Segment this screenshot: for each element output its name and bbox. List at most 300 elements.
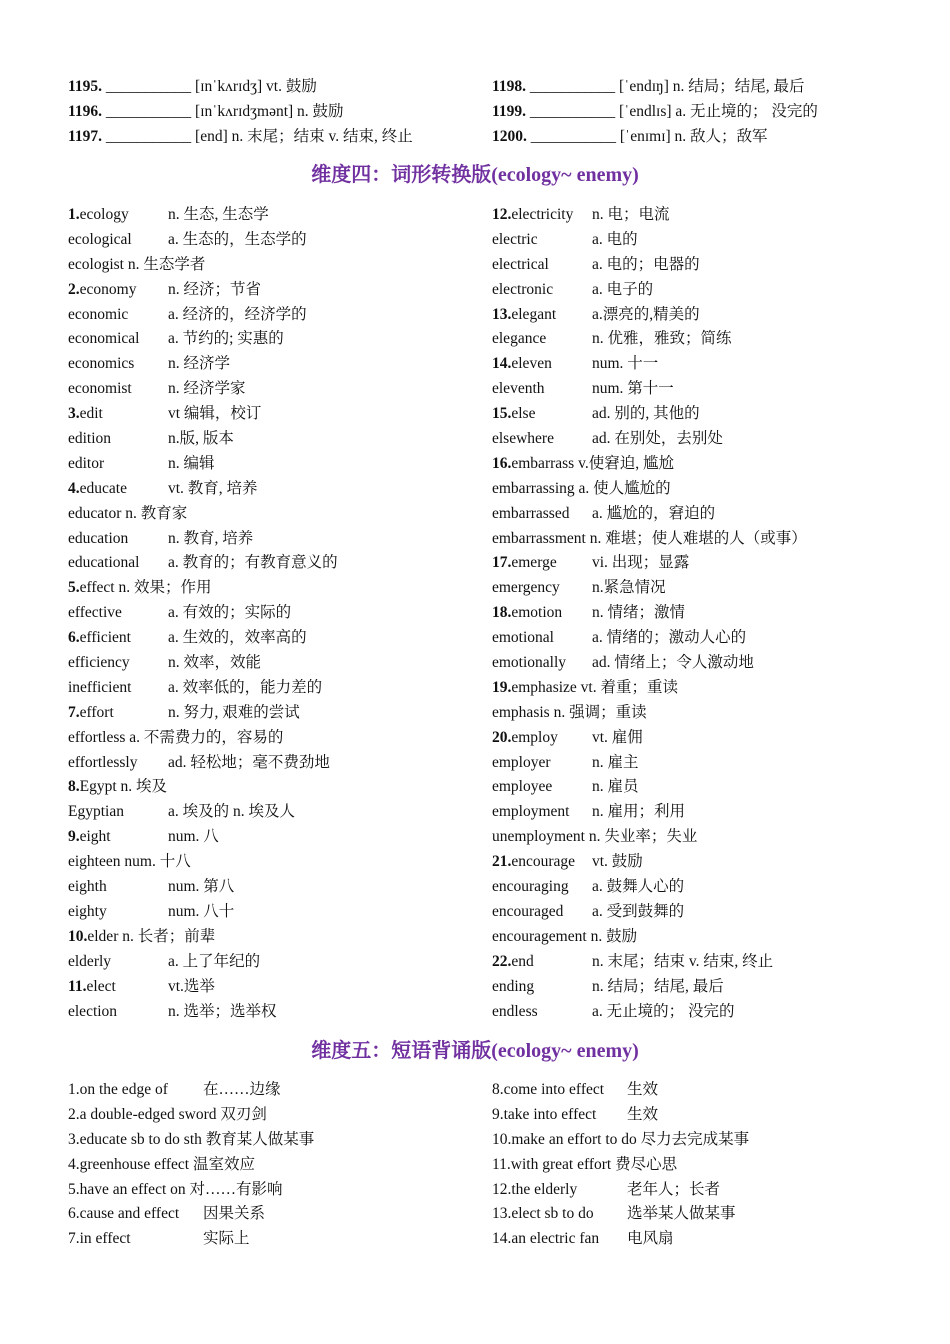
phrase: 11.with great effort bbox=[492, 1155, 612, 1173]
phrase-row bbox=[68, 1103, 492, 1128]
word-form-row bbox=[68, 676, 492, 701]
word-definition: a.漂亮的,精美的 bbox=[592, 305, 700, 323]
word: educator bbox=[68, 504, 122, 522]
word-form-row bbox=[492, 751, 916, 776]
word-cell bbox=[492, 327, 592, 352]
word-cell bbox=[492, 253, 592, 278]
word-cell bbox=[492, 452, 574, 477]
word-cell bbox=[492, 825, 585, 850]
word-form-row bbox=[68, 601, 492, 626]
word-cell bbox=[492, 527, 586, 552]
word-definition: n. 长者；前辈 bbox=[122, 927, 216, 945]
group-number: 5. bbox=[68, 579, 80, 597]
word-form-list bbox=[68, 203, 928, 1024]
phrase-meaning: 实际上 bbox=[203, 1230, 250, 1248]
word-form-row bbox=[68, 1000, 492, 1025]
word-form-row bbox=[492, 203, 916, 228]
phrase-row bbox=[68, 1128, 492, 1153]
word-cell bbox=[68, 551, 168, 576]
word-form-row bbox=[492, 352, 916, 377]
word-form-row bbox=[492, 975, 916, 1000]
phrase: 2.a double-edged sword bbox=[68, 1105, 217, 1123]
word: economic bbox=[68, 305, 129, 323]
phrase-row bbox=[492, 1078, 916, 1103]
word-cell bbox=[68, 726, 125, 751]
word-form-row bbox=[492, 775, 916, 800]
word-cell bbox=[492, 875, 592, 900]
answer-blank: ___________ bbox=[105, 102, 192, 120]
word-definition: n. 末尾；结束 v. 结束, 终止 bbox=[592, 952, 774, 970]
group-number: 9. bbox=[68, 828, 80, 846]
word: economics bbox=[68, 355, 135, 373]
word-form-row bbox=[492, 800, 916, 825]
word-cell bbox=[68, 327, 168, 352]
word-definition: n. 效率，效能 bbox=[168, 654, 262, 672]
group-number: 15. bbox=[492, 405, 512, 423]
phrase-row bbox=[68, 1153, 492, 1178]
word-cell bbox=[68, 701, 168, 726]
word-definition: ad. 轻松地；毫不费劲地 bbox=[168, 753, 330, 771]
phrase-meaning: 教育某人做某事 bbox=[205, 1130, 315, 1148]
phrase-row bbox=[492, 1128, 916, 1153]
group-number: 7. bbox=[68, 703, 80, 721]
word-form-row bbox=[68, 452, 492, 477]
word-definition: n. 结局；结尾, 最后 bbox=[592, 977, 724, 995]
word: ecologist bbox=[68, 255, 124, 273]
word-cell bbox=[492, 676, 577, 701]
blank-item bbox=[68, 100, 492, 125]
word-form-row bbox=[492, 327, 916, 352]
word-definition: a. 生效的，效率高的 bbox=[168, 629, 307, 647]
blank-item bbox=[68, 125, 492, 150]
word-cell bbox=[68, 228, 168, 253]
word: inefficient bbox=[68, 678, 132, 696]
word-cell bbox=[492, 502, 592, 527]
word-cell bbox=[492, 576, 592, 601]
group-number: 13. bbox=[492, 305, 512, 323]
item-definition: [ˈendɪŋ] n. 结局；结尾, 最后 bbox=[615, 78, 805, 95]
word: electrical bbox=[492, 255, 549, 273]
word-form-row bbox=[492, 1000, 916, 1025]
word-cell bbox=[68, 278, 168, 303]
group-number: 21. bbox=[492, 853, 512, 871]
word-form-row bbox=[68, 253, 492, 278]
phrase: 7.in effect bbox=[68, 1230, 131, 1248]
group-number: 16. bbox=[492, 454, 512, 472]
word: Egyptian bbox=[68, 803, 124, 821]
word-form-list-right bbox=[492, 203, 916, 1024]
answer-blank: ___________ bbox=[530, 127, 616, 145]
word: efficiency bbox=[68, 654, 130, 672]
item-number: 1195. bbox=[68, 78, 103, 95]
word-definition: a. 有效的；实际的 bbox=[168, 604, 292, 622]
word: eighty bbox=[68, 902, 107, 920]
word-form-row bbox=[68, 800, 492, 825]
word-form-row bbox=[492, 253, 916, 278]
word: effortlessly bbox=[68, 753, 138, 771]
word-cell bbox=[68, 626, 168, 651]
word-definition: a. 受到鼓舞的 bbox=[592, 902, 685, 920]
phrase-row bbox=[68, 1202, 492, 1227]
word-form-row bbox=[68, 327, 492, 352]
word-cell bbox=[492, 203, 592, 228]
word-cell bbox=[492, 352, 592, 377]
word-definition: a. 情绪的；激动人心的 bbox=[592, 629, 747, 647]
word-form-row bbox=[68, 626, 492, 651]
word-form-row bbox=[492, 427, 916, 452]
word-definition: a. 教育的；有教育意义的 bbox=[168, 554, 338, 572]
word: elegance bbox=[492, 330, 547, 348]
word-cell bbox=[492, 775, 592, 800]
word-cell bbox=[68, 601, 168, 626]
group-number: 18. bbox=[492, 604, 512, 622]
phrase-meaning: 生效 bbox=[627, 1105, 659, 1123]
word-cell bbox=[68, 950, 168, 975]
word-form-row bbox=[68, 850, 492, 875]
word-cell bbox=[492, 477, 575, 502]
word: encouraging bbox=[492, 878, 569, 896]
word-definition: vi. 出现；显露 bbox=[592, 554, 690, 572]
word-definition: a. 尴尬的，窘迫的 bbox=[592, 504, 716, 522]
word-form-row bbox=[492, 576, 916, 601]
phrase-row bbox=[68, 1078, 492, 1103]
word-cell bbox=[68, 825, 168, 850]
word-cell bbox=[492, 626, 592, 651]
phrase-list bbox=[68, 1078, 928, 1252]
word-definition: n. 鼓励 bbox=[590, 927, 638, 945]
phrase: 4.greenhouse effect bbox=[68, 1155, 190, 1173]
word-cell bbox=[68, 850, 121, 875]
word-definition: n. 雇员 bbox=[592, 778, 639, 796]
word-cell bbox=[68, 975, 168, 1000]
word-form-row bbox=[492, 825, 916, 850]
item-number: 1197. bbox=[68, 127, 103, 145]
word: efficient bbox=[79, 629, 131, 647]
word-cell bbox=[68, 452, 168, 477]
word-definition: a. 电子的 bbox=[592, 280, 654, 298]
word: elsewhere bbox=[492, 430, 554, 448]
word: Egypt bbox=[79, 778, 117, 796]
word: embarrass bbox=[511, 454, 575, 472]
word: effort bbox=[79, 703, 114, 721]
word-form-row bbox=[492, 726, 916, 751]
word: economy bbox=[79, 280, 137, 298]
word: emotionally bbox=[492, 654, 567, 672]
word-form-row bbox=[68, 228, 492, 253]
word-definition: n. 埃及 bbox=[120, 778, 168, 796]
word-definition: n. 强调；重读 bbox=[553, 703, 647, 721]
word-cell bbox=[492, 377, 592, 402]
item-number: 1196. bbox=[68, 102, 103, 120]
word-form-row bbox=[492, 626, 916, 651]
word-definition: n. 努力, 艰难的尝试 bbox=[168, 703, 300, 721]
word-definition: vt 编辑，校订 bbox=[168, 405, 262, 423]
item-definition: [ˈendlɪs] a. 无止境的； 没完的 bbox=[615, 102, 818, 120]
word-definition: a. 电的；电器的 bbox=[592, 255, 700, 273]
word-definition: vt. 鼓励 bbox=[592, 853, 643, 871]
word: employee bbox=[492, 778, 553, 796]
word-cell bbox=[68, 477, 168, 502]
phrase-row bbox=[492, 1103, 916, 1128]
phrase-meaning: 因果关系 bbox=[203, 1205, 266, 1223]
word: end bbox=[511, 952, 534, 970]
item-definition: [ɪnˈkʌrɪdʒmənt] n. 鼓励 bbox=[191, 102, 344, 120]
group-number: 11. bbox=[68, 977, 87, 995]
phrase-meaning: 对……有影响 bbox=[189, 1180, 283, 1198]
word-form-row bbox=[68, 701, 492, 726]
word: emotional bbox=[492, 629, 554, 647]
word-cell bbox=[492, 726, 592, 751]
word-form-row bbox=[68, 950, 492, 975]
word-form-row bbox=[492, 925, 916, 950]
word-form-row bbox=[492, 228, 916, 253]
word-definition: a. 生态的，生态学的 bbox=[168, 230, 307, 248]
phrase-list-right bbox=[492, 1078, 916, 1252]
word: emergency bbox=[492, 579, 560, 597]
phrase: 14.an electric fan bbox=[492, 1230, 600, 1248]
word-definition: n. 失业率；失业 bbox=[588, 828, 698, 846]
word: eighteen bbox=[68, 853, 121, 871]
word-definition: a. 无止境的； 没完的 bbox=[592, 1002, 735, 1020]
word-definition: n.版, 版本 bbox=[168, 430, 234, 448]
phrase: 8.come into effect bbox=[492, 1081, 605, 1098]
item-number: 1199. bbox=[492, 102, 527, 120]
phrase: 5.have an effect on bbox=[68, 1180, 186, 1198]
word-form-row bbox=[68, 576, 492, 601]
word-form-row bbox=[68, 900, 492, 925]
word: embarrassing bbox=[492, 479, 575, 497]
word: encouraged bbox=[492, 902, 564, 920]
word: edit bbox=[79, 405, 103, 423]
word: employer bbox=[492, 753, 551, 771]
word-cell bbox=[492, 751, 592, 776]
word-form-list-left bbox=[68, 203, 492, 1024]
word-cell bbox=[492, 651, 592, 676]
word-form-row bbox=[68, 303, 492, 328]
word-form-row bbox=[492, 651, 916, 676]
word-cell bbox=[492, 900, 592, 925]
word-definition: vt. 教育, 培养 bbox=[168, 479, 258, 497]
word-cell bbox=[492, 303, 592, 328]
word: eight bbox=[79, 828, 111, 846]
answer-blank: ___________ bbox=[105, 78, 192, 95]
phrase-meaning: 生效 bbox=[627, 1081, 659, 1098]
word-definition: num. 第八 bbox=[168, 878, 235, 896]
word: eleventh bbox=[492, 380, 545, 398]
word: endless bbox=[492, 1002, 538, 1020]
phrase: 1.on the edge of bbox=[68, 1081, 168, 1098]
phrase: 6.cause and effect bbox=[68, 1205, 180, 1223]
word-cell bbox=[492, 1000, 592, 1025]
word-form-row bbox=[68, 477, 492, 502]
word-definition: n. 教育, 培养 bbox=[168, 529, 254, 547]
word-definition: n. 效果；作用 bbox=[118, 579, 212, 597]
word-definition: a. 经济的，经济学的 bbox=[168, 305, 307, 323]
word-form-row bbox=[68, 751, 492, 776]
word: elegant bbox=[511, 305, 557, 323]
word-definition: ad. 情绪上；令人激动地 bbox=[592, 654, 754, 672]
word-definition: n. 编辑 bbox=[168, 454, 215, 472]
group-number: 1. bbox=[68, 206, 80, 223]
numbered-blank-list bbox=[68, 75, 928, 150]
word-form-row bbox=[492, 900, 916, 925]
word-definition: n. 雇用；利用 bbox=[592, 803, 686, 821]
word-definition: ad. 在别处，去别处 bbox=[592, 430, 723, 448]
word-form-row bbox=[492, 950, 916, 975]
word-form-row bbox=[492, 676, 916, 701]
word-form-row bbox=[492, 527, 916, 552]
word-cell bbox=[68, 377, 168, 402]
word-form-row bbox=[68, 551, 492, 576]
word-form-row bbox=[492, 502, 916, 527]
word: eighth bbox=[68, 878, 107, 896]
word-cell bbox=[492, 850, 592, 875]
word-definition: num. 十八 bbox=[124, 853, 191, 871]
word-form-row bbox=[68, 352, 492, 377]
word: education bbox=[68, 529, 129, 547]
word-definition: a. 节约的; 实惠的 bbox=[168, 330, 284, 348]
word-form-row bbox=[68, 651, 492, 676]
phrase-row bbox=[68, 1178, 492, 1203]
word-definition: num. 八 bbox=[168, 828, 219, 846]
group-number: 14. bbox=[492, 355, 512, 373]
word-cell bbox=[492, 800, 592, 825]
word: unemployment bbox=[492, 828, 585, 846]
answer-blank: ___________ bbox=[105, 127, 192, 145]
word-definition: num. 第十一 bbox=[592, 380, 674, 398]
word-definition: vt. 着重；重读 bbox=[580, 678, 678, 696]
word-definition: num. 八十 bbox=[168, 902, 235, 920]
group-number: 10. bbox=[68, 927, 88, 945]
group-number: 20. bbox=[492, 728, 512, 746]
word: election bbox=[68, 1002, 118, 1020]
word-cell bbox=[492, 551, 592, 576]
word-cell bbox=[68, 402, 168, 427]
word-definition: n. 教育家 bbox=[125, 504, 188, 522]
item-definition: [ɪnˈkʌrɪdʒ] vt. 鼓励 bbox=[191, 78, 317, 95]
word-form-row bbox=[492, 850, 916, 875]
word: embarrassment bbox=[492, 529, 586, 547]
word: employment bbox=[492, 803, 570, 821]
phrase-list-left bbox=[68, 1078, 492, 1252]
word-definition: v.使窘迫, 尴尬 bbox=[578, 454, 674, 472]
word-cell bbox=[492, 925, 587, 950]
phrase-row bbox=[492, 1178, 916, 1203]
word: emphasize bbox=[511, 678, 577, 696]
word-cell bbox=[68, 751, 168, 776]
numbered-blank-list-left bbox=[68, 75, 492, 150]
word-cell bbox=[68, 303, 168, 328]
phrase-row bbox=[492, 1153, 916, 1178]
word: educate bbox=[79, 479, 127, 497]
word-definition: n. 情绪；激情 bbox=[592, 604, 686, 622]
word-form-row bbox=[68, 278, 492, 303]
word-form-row bbox=[68, 203, 492, 228]
word-form-row bbox=[492, 875, 916, 900]
blank-item bbox=[492, 125, 916, 150]
word: elder bbox=[87, 927, 119, 945]
word-form-row bbox=[492, 551, 916, 576]
word-form-row bbox=[68, 377, 492, 402]
word-cell bbox=[68, 651, 168, 676]
word: elderly bbox=[68, 952, 112, 970]
group-number: 6. bbox=[68, 629, 80, 647]
group-number: 8. bbox=[68, 778, 80, 796]
word-cell bbox=[492, 402, 592, 427]
word: emotion bbox=[511, 604, 563, 622]
word-definition: n.紧急情况 bbox=[592, 579, 666, 597]
word: else bbox=[511, 405, 536, 423]
word-cell bbox=[68, 427, 168, 452]
word-cell bbox=[492, 701, 550, 726]
word-cell bbox=[68, 253, 124, 278]
word-cell bbox=[68, 676, 168, 701]
group-number: 2. bbox=[68, 280, 80, 298]
word-form-row bbox=[492, 601, 916, 626]
group-number: 12. bbox=[492, 206, 512, 223]
word-definition: a. 上了年纪的 bbox=[168, 952, 261, 970]
word-definition: n. 优雅，雅致；简练 bbox=[592, 330, 732, 348]
word: effortless bbox=[68, 728, 126, 746]
word-definition: n. 选举；选举权 bbox=[168, 1002, 277, 1020]
word-form-row bbox=[492, 278, 916, 303]
item-number: 1200. bbox=[492, 127, 527, 145]
word-definition: n. 经济学家 bbox=[168, 380, 246, 398]
word-cell bbox=[68, 352, 168, 377]
numbered-blank-list-right bbox=[492, 75, 916, 150]
word: embarrassed bbox=[492, 504, 570, 522]
word-form-row bbox=[68, 975, 492, 1000]
word-cell bbox=[68, 875, 168, 900]
item-definition: [ˈenɪmɪ] n. 敌人；敌军 bbox=[616, 127, 768, 145]
section5-title: 维度五：短语背诵版(ecology~ enemy) bbox=[311, 1040, 639, 1062]
word: eleven bbox=[511, 355, 552, 373]
answer-blank: ___________ bbox=[529, 102, 616, 120]
word: emphasis bbox=[492, 703, 550, 721]
word-definition: n. 经济；节省 bbox=[168, 280, 262, 298]
word-cell bbox=[492, 601, 592, 626]
word: effective bbox=[68, 604, 122, 622]
word-definition: n. 经济学 bbox=[168, 355, 231, 373]
word-definition: n. 难堪；使人难堪的人（或事） bbox=[589, 529, 807, 547]
word-form-row bbox=[68, 402, 492, 427]
word: encourage bbox=[511, 853, 576, 871]
word-form-row bbox=[68, 925, 492, 950]
group-number: 3. bbox=[68, 405, 80, 423]
phrase-meaning: 在……边缘 bbox=[203, 1081, 281, 1098]
phrase-meaning: 选举某人做某事 bbox=[627, 1205, 736, 1223]
word: ending bbox=[492, 977, 535, 995]
word: electricity bbox=[511, 206, 574, 223]
phrase: 10.make an effort to do bbox=[492, 1130, 637, 1148]
word-cell bbox=[492, 427, 592, 452]
answer-blank: ___________ bbox=[529, 78, 616, 95]
word: economist bbox=[68, 380, 132, 398]
group-number: 22. bbox=[492, 952, 512, 970]
phrase: 9.take into effect bbox=[492, 1105, 597, 1123]
word-cell bbox=[68, 1000, 168, 1025]
phrase-row bbox=[492, 1227, 916, 1252]
word: effect bbox=[79, 579, 115, 597]
word-form-row bbox=[68, 775, 492, 800]
word-definition: a. 电的 bbox=[592, 230, 638, 248]
word-cell bbox=[492, 278, 592, 303]
word-definition: a. 埃及的 n. 埃及人 bbox=[168, 803, 296, 821]
word: educational bbox=[68, 554, 140, 572]
word: electric bbox=[492, 230, 538, 248]
item-definition: [end] n. 末尾；结束 v. 结束, 终止 bbox=[191, 127, 413, 145]
word-cell bbox=[68, 576, 115, 601]
